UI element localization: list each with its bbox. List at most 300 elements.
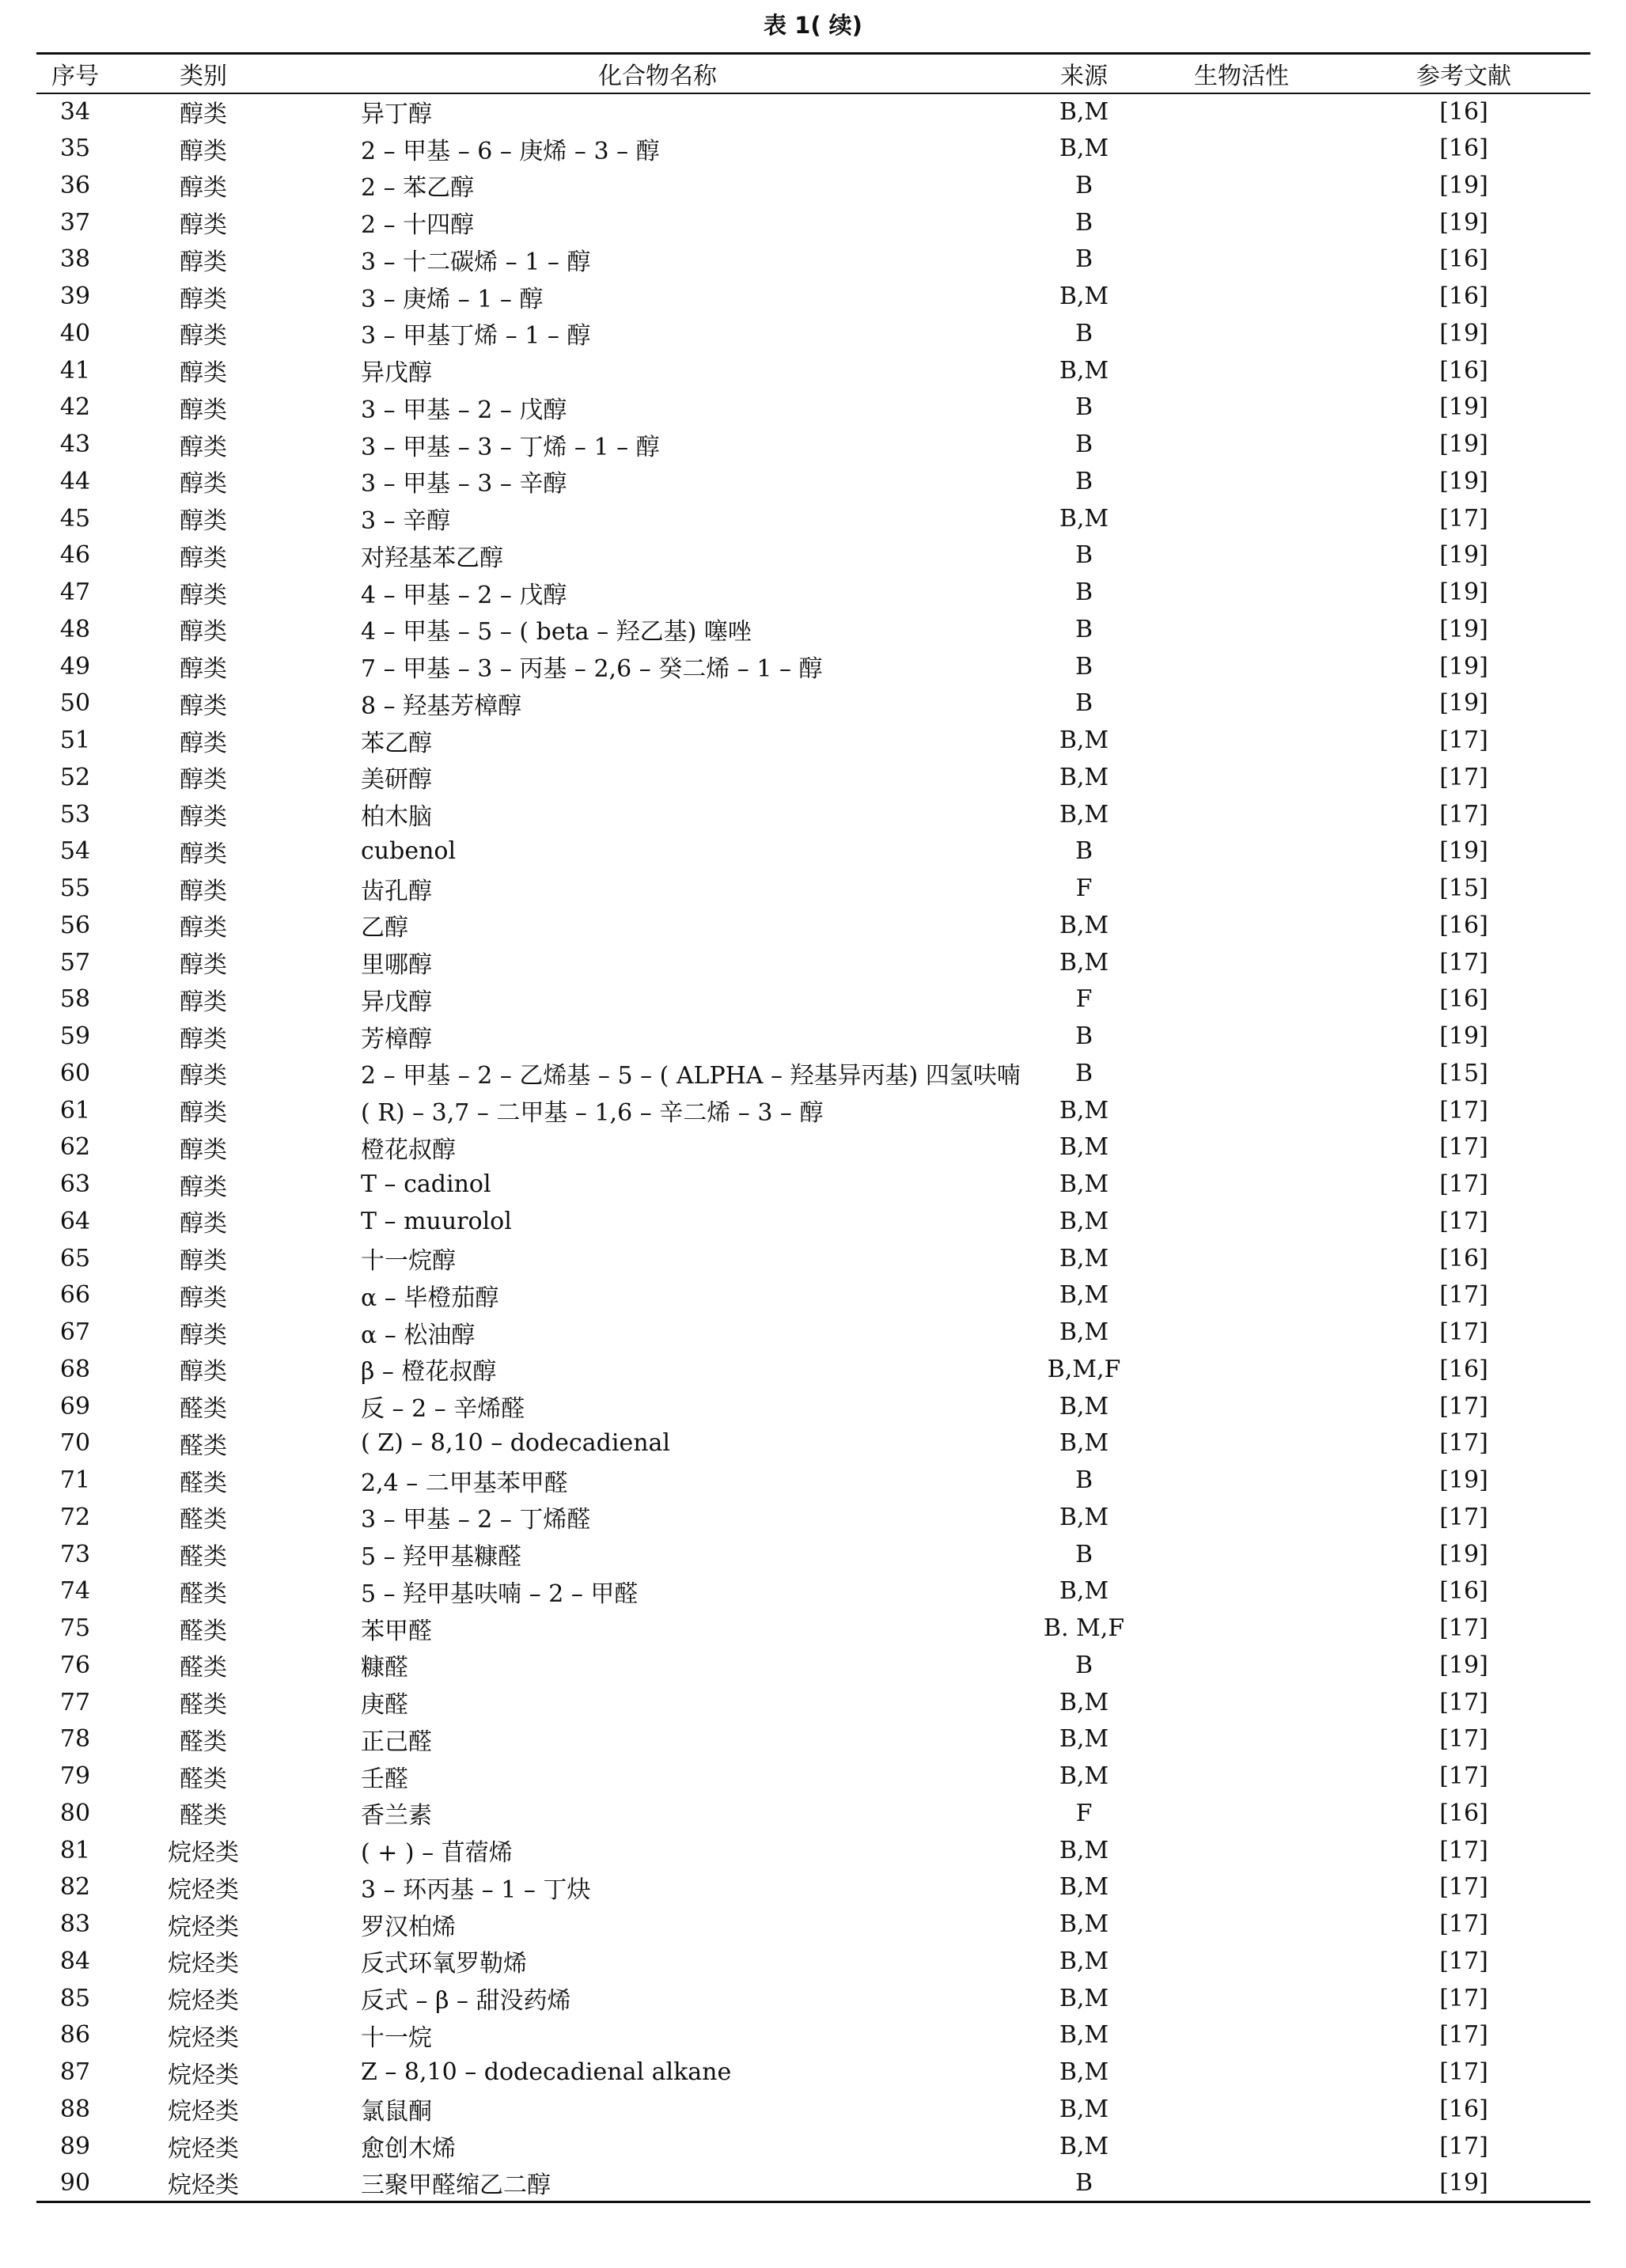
cell-reference: [19] [1439, 208, 1488, 237]
table-row [36, 204, 1590, 241]
table-row [36, 167, 1590, 204]
cell-category: 烷烃类 [168, 1950, 239, 1978]
cell-index: 87 [59, 2058, 91, 2087]
cell-reference: [15] [1439, 874, 1488, 903]
cell-source: B,M [1059, 1096, 1109, 1125]
cell-index: 77 [59, 1688, 91, 1716]
cell-compound-name: 愈创木烯 [361, 2135, 456, 2164]
cell-category: 醇类 [180, 1247, 227, 1276]
cell-source: B,M [1059, 97, 1109, 126]
table-row [36, 1166, 1590, 1203]
cell-compound-name: 5 – 羟甲基糠醛 [361, 1543, 522, 1572]
cell-compound-name: 7 – 甲基 – 3 – 丙基 – 2,6 – 癸二烯 – 1 – 醇 [361, 655, 823, 684]
table-row [36, 611, 1590, 648]
cell-compound-name: 庚醛 [361, 1691, 408, 1720]
cell-reference: [17] [1439, 1133, 1488, 1162]
cell-compound-name: 正己醛 [361, 1728, 432, 1756]
table-header-row [36, 54, 1590, 93]
table-row [36, 1092, 1590, 1129]
cell-index: 52 [59, 763, 91, 791]
table-row [36, 389, 1590, 427]
cell-source: B [1075, 689, 1093, 718]
cell-compound-name: 苯甲醛 [361, 1617, 432, 1645]
cell-index: 64 [59, 1207, 91, 1235]
table-row [36, 315, 1590, 352]
table-row [36, 722, 1590, 759]
cell-compound-name: 三聚甲醛缩乙二醇 [293, 2165, 1022, 2202]
table-row [36, 1832, 1590, 1869]
cell-bioactivity [1146, 1129, 1337, 1166]
table-row [36, 796, 1590, 833]
cell-index: 62 [59, 1133, 91, 1162]
cell-index: 48 [59, 615, 91, 643]
cell-reference: [17] [1439, 948, 1488, 977]
cell-reference: [17] [1439, 1392, 1488, 1420]
cell-bioactivity [1146, 1351, 1337, 1388]
table-row [36, 1314, 1590, 1351]
cell-compound-name: 3 – 甲基丁烯 – 1 – 醇 [361, 322, 591, 351]
cell-source: B [1075, 245, 1093, 274]
cell-compound-name: 反式环氧罗勒烯 [361, 1950, 527, 1978]
cell-reference: [17] [1439, 763, 1488, 791]
cell-category: 醇类 [180, 433, 227, 461]
cell-source: B,M [1059, 1281, 1109, 1310]
cell-source: B [1075, 1466, 1093, 1495]
cell-compound-name: 壬醛 [361, 1765, 408, 1793]
cell-reference: [19] [1439, 1022, 1488, 1051]
cell-reference: [17] [1439, 1096, 1488, 1125]
cell-reference: [16] [1439, 135, 1488, 163]
cell-bioactivity [1146, 1684, 1337, 1721]
cell-compound-name: ( R) – 3,7 – 二甲基 – 1,6 – 辛二烯 – 3 – 醇 [361, 1099, 824, 1128]
cell-reference: [17] [1439, 1318, 1488, 1347]
cell-reference: [16] [1439, 1244, 1488, 1272]
cell-bioactivity [1146, 167, 1337, 204]
cell-bioactivity [1146, 1573, 1337, 1610]
cell-source: B,M [1059, 911, 1109, 939]
cell-index: 59 [59, 1022, 91, 1051]
cell-source: B,M [1059, 1688, 1109, 1716]
cell-index: 68 [59, 1355, 91, 1383]
table-row [36, 981, 1590, 1018]
cell-index: 41 [59, 356, 91, 385]
cell-category: 烷烃类 [168, 2098, 239, 2126]
table-row [36, 1499, 1590, 1536]
cell-index: 35 [59, 135, 91, 163]
cell-bioactivity [1146, 2091, 1337, 2128]
cell-reference: [19] [1439, 393, 1488, 422]
cell-compound-name: ( + ) – 苜蓿烯 [361, 1839, 513, 1868]
cell-compound-name: 罗汉柏烯 [361, 1913, 456, 1941]
cell-source: B [1075, 541, 1093, 570]
cell-bioactivity [1146, 796, 1337, 833]
cell-bioactivity [1146, 1425, 1337, 1462]
table-row [36, 352, 1590, 389]
cell-compound-name: 氯鼠酮 [361, 2098, 432, 2126]
cell-source: B [1075, 578, 1093, 607]
cell-index: 61 [59, 1096, 91, 1125]
cell-index: 86 [59, 2021, 91, 2050]
cell-compound-name: α – 松油醇 [361, 1321, 476, 1349]
cell-bioactivity [1146, 2054, 1337, 2091]
cell-bioactivity [1146, 611, 1337, 648]
cell-category: 烷烃类 [114, 2165, 293, 2202]
cell-source: B,M [1059, 948, 1109, 977]
cell-index: 57 [59, 948, 91, 977]
cell-bioactivity [1146, 1980, 1337, 2017]
cell-reference: [16] [1439, 283, 1488, 311]
cell-source: B,M [1059, 1947, 1109, 1975]
cell-category: 醇类 [180, 729, 227, 757]
cell-source: B,M [1059, 800, 1109, 829]
table-row [36, 1610, 1590, 1647]
cell-bioactivity [1146, 870, 1337, 907]
table-row [36, 1055, 1590, 1092]
cell-reference: [19] [1439, 837, 1488, 866]
cell-compound-name: 2 – 甲基 – 6 – 庚烯 – 3 – 醇 [361, 137, 660, 165]
cell-reference: [19] [1439, 1651, 1488, 1679]
cell-reference: [19] [1439, 615, 1488, 643]
cell-compound-name: 芳樟醇 [361, 1025, 432, 1053]
table-row [36, 1869, 1590, 1906]
cell-compound-name: 反 – 2 – 辛烯醛 [361, 1395, 525, 1424]
header-name: 化合物名称 [293, 54, 1022, 93]
cell-index: 37 [59, 208, 91, 237]
cell-compound-name: 反式 – β – 甜没药烯 [361, 1987, 571, 2016]
cell-index: 66 [59, 1281, 91, 1310]
cell-source: B,M [1059, 1429, 1109, 1458]
cell-index: 49 [59, 652, 91, 681]
cell-category: 烷烃类 [168, 1987, 239, 2016]
cell-bioactivity [1146, 1314, 1337, 1351]
cell-index: 72 [59, 1503, 91, 1531]
cell-compound-name: 8 – 羟基芳樟醇 [361, 692, 522, 720]
cell-bioactivity [1146, 1721, 1337, 1758]
table-row [36, 2091, 1590, 2128]
cell-reference: [19] [1439, 319, 1488, 347]
header-reference: 参考文献 [1337, 54, 1590, 93]
cell-index: 54 [59, 837, 91, 866]
cell-index: 55 [59, 874, 91, 903]
cell-category: 醇类 [180, 655, 227, 684]
cell-reference: [19] [1439, 171, 1488, 199]
table-row [36, 685, 1590, 722]
table-row [36, 2128, 1590, 2165]
cell-category: 醇类 [180, 396, 227, 424]
cell-source: B,M [1059, 1244, 1109, 1272]
table-row [36, 500, 1590, 537]
cell-source: B [1075, 1022, 1093, 1051]
cell-category: 烷烃类 [168, 2023, 239, 2052]
cell-index: 74 [59, 1577, 91, 1606]
cell-bioactivity [1146, 463, 1337, 500]
table-row [36, 1721, 1590, 1758]
cell-bioactivity [1146, 315, 1337, 352]
cell-compound-name: 橙花叔醇 [361, 1136, 456, 1164]
cell-bioactivity [1146, 130, 1337, 167]
cell-category: 醇类 [180, 1358, 227, 1386]
cell-reference: [17] [1439, 1614, 1488, 1643]
cell-category: 醇类 [180, 840, 227, 868]
cell-source: B,M [1059, 1577, 1109, 1606]
compound-table [36, 52, 1590, 2203]
cell-compound-name: 2,4 – 二甲基苯甲醛 [361, 1469, 568, 1497]
cell-category: 烷烃类 [168, 2135, 239, 2164]
cell-source: B. M,F [1043, 1614, 1125, 1643]
table-row [36, 1647, 1590, 1684]
cell-bioactivity [1146, 1795, 1337, 1832]
cell-category: 醇类 [180, 1025, 227, 1053]
cell-bioactivity [1146, 574, 1337, 611]
cell-compound-name: 十一烷醇 [361, 1247, 456, 1276]
cell-category: 醛类 [180, 1691, 227, 1720]
table-row [36, 833, 1590, 870]
cell-index: 40 [59, 319, 91, 347]
cell-index: 76 [59, 1651, 91, 1679]
cell-compound-name: cubenol [361, 837, 457, 866]
cell-index: 67 [59, 1318, 91, 1347]
cell-bioactivity [1146, 1610, 1337, 1647]
cell-source: B,M [1059, 2058, 1109, 2087]
cell-source: B,M [1059, 1873, 1109, 1902]
table-row [36, 1018, 1590, 1055]
cell-compound-name: 3 – 环丙基 – 1 – 丁炔 [361, 1875, 591, 1904]
cell-compound-name: 异戊醇 [361, 988, 432, 1016]
table-row [36, 1536, 1590, 1573]
cell-source: B,M [1059, 1392, 1109, 1420]
cell-source: B [1075, 208, 1093, 237]
cell-bioactivity [1146, 1388, 1337, 1425]
cell-reference: [17] [1439, 1984, 1488, 2012]
cell-compound-name: 齿孔醇 [361, 877, 432, 905]
cell-source: B [1075, 1540, 1093, 1568]
cell-category: 醇类 [180, 877, 227, 905]
cell-reference: [19] [1439, 578, 1488, 607]
cell-compound-name: 5 – 羟甲基呋喃 – 2 – 甲醛 [361, 1580, 639, 1608]
cell-source: B [1075, 1059, 1093, 1087]
cell-source: B [1022, 2165, 1146, 2202]
cell-index: 82 [59, 1873, 91, 1902]
table-row [36, 1906, 1590, 1943]
cell-reference: [19] [1439, 430, 1488, 459]
cell-bioactivity [1146, 1277, 1337, 1314]
cell-source: B [1075, 393, 1093, 422]
cell-reference: [19] [1439, 467, 1488, 495]
cell-category: 醇类 [180, 766, 227, 795]
cell-category: 醛类 [180, 1543, 227, 1572]
table-row [36, 1425, 1590, 1462]
cell-compound-name: 里哪醇 [361, 951, 432, 980]
cell-category: 醛类 [180, 1617, 227, 1645]
cell-bioactivity [1146, 93, 1337, 131]
cell-bioactivity [1146, 1906, 1337, 1943]
cell-source: B,M [1059, 1836, 1109, 1864]
cell-reference: [16] [1439, 97, 1488, 126]
table-row [36, 1795, 1590, 1832]
cell-reference: [17] [1439, 1725, 1488, 1754]
cell-source: B,M [1059, 1207, 1109, 1235]
cell-compound-name: 4 – 甲基 – 5 – ( beta – 羟乙基) 噻唑 [361, 618, 752, 647]
table-row [36, 1573, 1590, 1610]
cell-source: B,M [1059, 1762, 1109, 1791]
cell-category: 醇类 [180, 618, 227, 647]
cell-index: 81 [59, 1836, 91, 1864]
table-body [36, 93, 1590, 2202]
cell-index: 84 [59, 1947, 91, 1975]
table-row [36, 2017, 1590, 2054]
cell-category: 烷烃类 [168, 1875, 239, 1904]
cell-reference: [17] [1439, 1910, 1488, 1939]
cell-compound-name: 3 – 甲基 – 3 – 辛醇 [361, 470, 567, 499]
cell-reference: [16] [1439, 985, 1488, 1014]
cell-index: 53 [59, 800, 91, 829]
table-row [36, 241, 1590, 279]
table-row [36, 130, 1590, 167]
cell-source: B [1075, 430, 1093, 459]
table-row [36, 907, 1590, 944]
cell-source: B,M [1059, 504, 1109, 533]
cell-index: 70 [59, 1429, 91, 1458]
cell-source: B [1075, 319, 1093, 347]
cell-reference: [17] [1439, 504, 1488, 533]
cell-category: 醇类 [180, 951, 227, 980]
cell-category: 醇类 [180, 1099, 227, 1128]
cell-source: B,M [1059, 1133, 1109, 1162]
cell-index: 85 [59, 1984, 91, 2012]
cell-category: 醛类 [180, 1802, 227, 1830]
cell-reference: [19] [1439, 652, 1488, 681]
cell-compound-name: 3 – 庚烯 – 1 – 醇 [361, 285, 544, 313]
cell-category: 醇类 [180, 359, 227, 388]
cell-category: 醛类 [180, 1654, 227, 1682]
cell-category: 醇类 [180, 101, 227, 129]
cell-bioactivity [1146, 1869, 1337, 1906]
table-row [36, 1758, 1590, 1795]
cell-index: 90 [36, 2165, 114, 2202]
cell-index: 56 [59, 911, 91, 939]
cell-bioactivity [1146, 1462, 1337, 1499]
cell-source: B,M [1059, 356, 1109, 385]
cell-bioactivity [1146, 426, 1337, 463]
cell-index: 83 [59, 1910, 91, 1939]
cell-compound-name: 3 – 甲基 – 2 – 丁烯醛 [361, 1506, 591, 1534]
cell-compound-name: 十一烷 [361, 2023, 432, 2052]
cell-compound-name: T – cadinol [361, 1170, 491, 1199]
header-index: 序号 [36, 54, 114, 93]
cell-reference: [16] [1439, 1799, 1488, 1827]
table-row [36, 463, 1590, 500]
cell-bioactivity [1146, 537, 1337, 575]
table-row [36, 1277, 1590, 1314]
cell-reference: [17] [1439, 1503, 1488, 1531]
cell-category: 醛类 [180, 1395, 227, 1424]
cell-compound-name: 苯乙醇 [361, 729, 432, 757]
cell-index: 89 [59, 2132, 91, 2160]
cell-category: 醇类 [180, 803, 227, 832]
table-row [36, 537, 1590, 575]
cell-compound-name: 2 – 十四醇 [361, 211, 475, 240]
cell-reference: [17] [1439, 2132, 1488, 2160]
cell-source: B,M [1059, 2021, 1109, 2050]
cell-reference: [16] [1439, 911, 1488, 939]
cell-index: 50 [59, 689, 91, 718]
cell-compound-name: 2 – 苯乙醇 [361, 174, 475, 203]
cell-index: 43 [59, 430, 91, 459]
table-row [36, 870, 1590, 907]
header-category: 类别 [114, 54, 293, 93]
cell-source: B,M [1059, 2095, 1109, 2123]
cell-category: 醛类 [180, 1469, 227, 1497]
cell-reference: [17] [1439, 2021, 1488, 2050]
cell-compound-name: 4 – 甲基 – 2 – 戊醇 [361, 581, 567, 609]
cell-compound-name: 对羟基苯乙醇 [361, 544, 503, 572]
cell-source: B,M [1059, 1170, 1109, 1199]
cell-source: B [1075, 615, 1093, 643]
table-row [36, 1203, 1590, 1240]
cell-reference: [19] [1439, 1466, 1488, 1495]
cell-source: B,M [1059, 1910, 1109, 1939]
cell-source: F [1075, 985, 1093, 1014]
cell-category: 醇类 [180, 322, 227, 351]
cell-reference: [16] [1439, 245, 1488, 274]
cell-compound-name: 2 – 甲基 – 2 – 乙烯基 – 5 – ( ALPHA – 羟基异丙基) 四氢呋喃 [361, 1062, 1021, 1090]
cell-compound-name: 香兰素 [361, 1802, 432, 1830]
cell-category: 醇类 [180, 1173, 227, 1201]
cell-category: 醇类 [180, 914, 227, 942]
cell-source: B,M [1059, 1318, 1109, 1347]
cell-index: 65 [59, 1244, 91, 1272]
cell-bioactivity [1146, 944, 1337, 981]
cell-bioactivity [1146, 278, 1337, 315]
cell-compound-name: 糠醛 [361, 1654, 408, 1682]
cell-bioactivity [1146, 1203, 1337, 1240]
cell-category: 醇类 [180, 137, 227, 165]
cell-index: 34 [59, 97, 91, 126]
table-row [36, 1943, 1590, 1980]
cell-index: 75 [59, 1614, 91, 1643]
cell-bioactivity [1146, 1943, 1337, 1980]
cell-compound-name: 乙醇 [361, 914, 408, 942]
cell-index: 51 [59, 726, 91, 755]
cell-category: 醛类 [180, 1765, 227, 1793]
cell-compound-name: ( Z) – 8,10 – dodecadienal [361, 1429, 670, 1458]
cell-reference: [16] [1439, 1355, 1488, 1383]
cell-source: B [1075, 652, 1093, 681]
cell-compound-name: α – 毕橙茄醇 [361, 1284, 499, 1312]
cell-bioactivity [1146, 2128, 1337, 2165]
cell-source: B,M [1059, 1984, 1109, 2012]
table-row [36, 1351, 1590, 1388]
cell-reference: [17] [1439, 1281, 1488, 1310]
cell-bioactivity [1146, 2017, 1337, 2054]
cell-bioactivity [1146, 1832, 1337, 1869]
cell-bioactivity [1146, 1758, 1337, 1795]
cell-category: 醛类 [180, 1580, 227, 1608]
cell-category: 醇类 [180, 544, 227, 572]
cell-source: B [1075, 171, 1093, 199]
cell-category: 醇类 [180, 988, 227, 1016]
cell-source: B,M [1059, 763, 1109, 791]
cell-category: 醇类 [180, 285, 227, 313]
cell-bioactivity [1146, 1092, 1337, 1129]
cell-bioactivity [1146, 241, 1337, 279]
cell-category: 醇类 [180, 174, 227, 203]
cell-index: 60 [59, 1059, 91, 1087]
cell-bioactivity [1146, 685, 1337, 722]
cell-bioactivity [1146, 759, 1337, 796]
cell-reference: [16] [1439, 356, 1488, 385]
cell-source: B [1075, 1651, 1093, 1679]
